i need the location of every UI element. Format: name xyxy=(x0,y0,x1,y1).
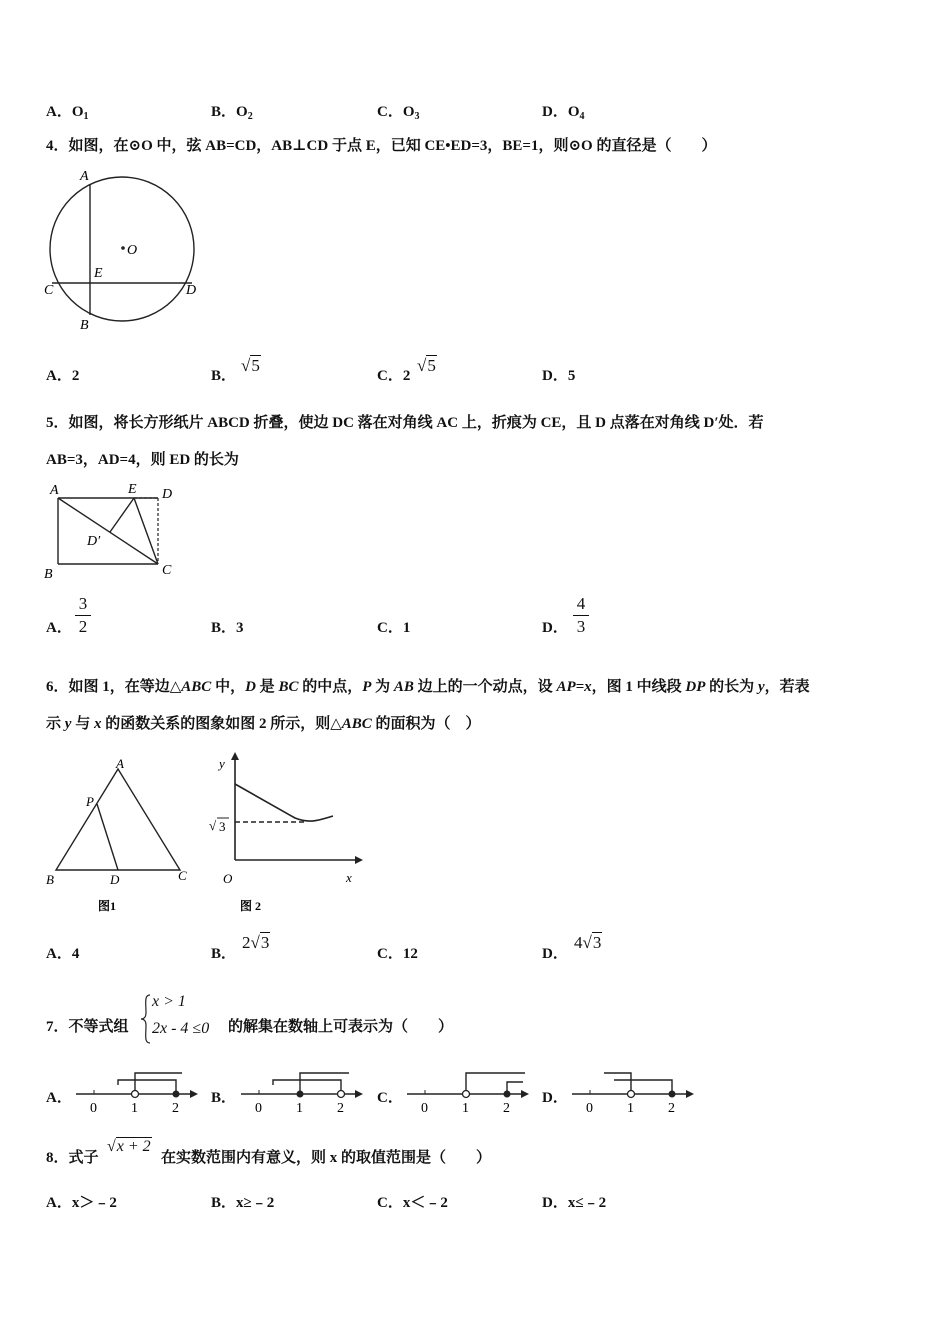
q6-option-a: A．4 xyxy=(46,946,80,962)
q6-option-c: C．12 xyxy=(377,946,418,962)
q6-fig1-label-c: C xyxy=(178,868,187,883)
q5-option-a-fraction: 3 2 xyxy=(75,594,91,637)
q6-option-d-value: 4√3 xyxy=(574,933,602,952)
q8-option-b: B．x≥﹣2 xyxy=(211,1195,275,1211)
q5-stem-line2: AB=3，AD=4，则 ED 的长为 xyxy=(46,452,239,468)
q7-prefix: 7．不等式组 xyxy=(46,1019,129,1035)
svg-text:1: 1 xyxy=(462,1101,469,1116)
q6-fig2-label-y: y xyxy=(219,756,225,771)
q4-label-d: D xyxy=(186,283,197,298)
q7-inequality-2: 2x - 4 ≤0 xyxy=(152,1020,210,1037)
q5-option-c: C．1 xyxy=(377,620,411,636)
q6-fig1-caption: 图1 xyxy=(98,899,117,913)
q5-label-dprime: D′ xyxy=(87,534,101,549)
q7-option-b-numberline xyxy=(237,1068,365,1116)
q6-fig1-label-a: A xyxy=(116,756,124,771)
q3-option-b: B．$O_2$ xyxy=(211,104,253,122)
q4-option-c-radical: √5 xyxy=(417,356,436,375)
q4-option-c: C．2 xyxy=(377,368,411,384)
q6-fig1-label-b: B xyxy=(46,872,54,887)
q4-label-c: C xyxy=(44,283,54,298)
svg-text:0: 0 xyxy=(421,1101,428,1116)
q7-option-b-label: B． xyxy=(211,1090,237,1106)
q5-option-d-fraction: 4 3 xyxy=(573,594,589,637)
q6-fig2-label-sqrt3: 3 xyxy=(219,819,226,834)
q7-option-c-label: C． xyxy=(377,1090,403,1106)
q4-option-d: D．5 xyxy=(542,368,576,384)
q6-stem-line1: 6．如图 1，在等边△ABC 中，D 是 BC 的中点，P 为 AB 边上的一个动点，设 AP=x，图 1 中线段 DP 的长为 y，若表 xyxy=(46,679,810,695)
q7-option-a-numberline xyxy=(72,1068,200,1116)
q5-label-c: C xyxy=(162,563,172,578)
q5-option-b: B．3 xyxy=(211,620,244,636)
q4-label-a: A xyxy=(80,169,89,184)
svg-text:2: 2 xyxy=(668,1101,675,1116)
q6-fig1-label-p: P xyxy=(86,794,94,809)
q6-fig2-radical-sign: √ xyxy=(209,818,217,833)
q8-prefix: 8．式子 xyxy=(46,1150,99,1166)
q4-label-e: E xyxy=(94,266,103,281)
q8-option-d: D．x≤﹣2 xyxy=(542,1195,607,1211)
q7-brace xyxy=(140,993,152,1045)
q4-stem: 4．如图，在⊙O 中，弦 AB=CD，AB⊥CD 于点 E，已知 CE•ED=3，BE=1，则⊙O 的直径是（ ） xyxy=(46,138,717,154)
q6-fig2-label-x: x xyxy=(346,870,352,885)
q8-radical: √x + 2 xyxy=(107,1138,151,1155)
q4-option-b-label: B． xyxy=(211,368,237,384)
q8-option-c: C．x＜﹣2 xyxy=(377,1195,448,1211)
svg-text:1: 1 xyxy=(131,1101,138,1116)
q6-figure2-graph xyxy=(205,748,365,918)
q4-circle-figure xyxy=(40,165,210,335)
q5-label-b: B xyxy=(44,567,53,580)
svg-text:2: 2 xyxy=(337,1101,344,1116)
q3-option-c: C．$O_3$ xyxy=(377,104,420,122)
q4-label-o: O xyxy=(127,243,138,258)
q5-stem-line1: 5．如图，将长方形纸片 ABCD 折叠，使边 DC 落在对角线 AC 上，折痕为 CE，且 D 点落在对角线 D′处．若 xyxy=(46,415,764,431)
q4-option-b-value: √5 xyxy=(241,356,260,375)
svg-text:2: 2 xyxy=(503,1101,510,1116)
svg-text:1: 1 xyxy=(627,1101,634,1116)
q6-fig2-label-origin: O xyxy=(223,871,233,886)
q5-option-a-label: A． xyxy=(46,620,72,636)
svg-text:0: 0 xyxy=(586,1101,593,1116)
q6-option-b-value: 2√3 xyxy=(242,933,270,952)
q6-figure1-triangle xyxy=(40,755,200,920)
q6-option-b-label: B． xyxy=(211,946,237,962)
q6-stem-line2: 示 y 与 x 的函数关系的图象如图 2 所示，则△ABC 的面积为（ ） xyxy=(46,716,481,732)
q8-option-a: A．x＞﹣2 xyxy=(46,1195,117,1211)
q7-option-a-label: A． xyxy=(46,1090,72,1106)
svg-text:0: 0 xyxy=(90,1101,97,1116)
q7-inequality-1: x > 1 xyxy=(152,993,186,1010)
q6-option-d-label: D． xyxy=(542,946,568,962)
svg-text:1: 1 xyxy=(296,1101,303,1116)
q7-option-d-numberline xyxy=(568,1068,696,1116)
q7-option-c-numberline xyxy=(403,1068,531,1116)
q5-label-d: D xyxy=(162,487,173,502)
q5-label-a: A xyxy=(50,483,59,498)
q3-option-a: A．$O_1$ xyxy=(46,104,89,122)
q7-suffix: 的解集在数轴上可表示为（ ） xyxy=(228,1019,454,1035)
svg-text:0: 0 xyxy=(255,1101,262,1116)
q3-option-d: D．$O_4$ xyxy=(542,104,585,122)
q8-suffix: 在实数范围内有意义，则 x 的取值范围是（ ） xyxy=(161,1150,492,1166)
q5-option-d-label: D． xyxy=(542,620,568,636)
q6-fig2-caption: 图 2 xyxy=(240,899,262,913)
q7-option-d-label: D． xyxy=(542,1090,568,1106)
q4-option-a: A．2 xyxy=(46,368,80,384)
svg-text:2: 2 xyxy=(172,1101,179,1116)
q4-label-b: B xyxy=(80,318,89,333)
q6-fig1-label-d: D xyxy=(110,872,120,887)
q5-rectangle-figure xyxy=(40,480,190,580)
q5-label-e: E xyxy=(128,482,137,497)
